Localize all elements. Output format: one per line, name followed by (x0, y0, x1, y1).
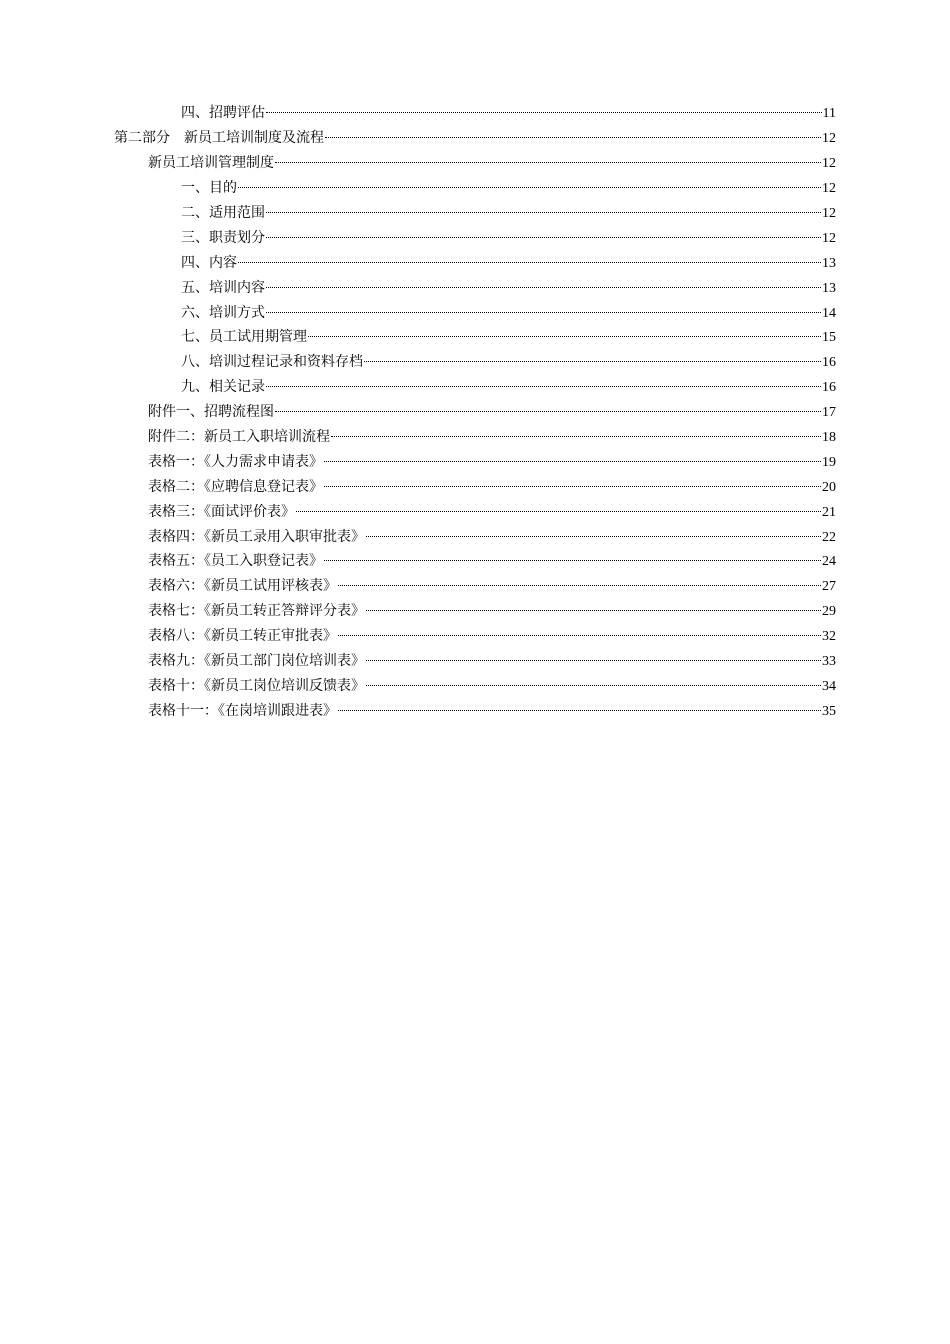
toc-dot-leader (238, 174, 821, 192)
toc-dot-leader (364, 348, 821, 366)
toc-entry[interactable] (0, 199, 950, 224)
toc-dot-leader (338, 622, 821, 640)
toc-dot-leader (238, 249, 821, 267)
toc-entry-title: 表格十：《新员工岗位培训反馈表》 (148, 677, 365, 694)
toc-page-number: 17 (822, 405, 836, 421)
toc-page-number: 21 (822, 504, 836, 520)
toc-entry[interactable] (0, 149, 950, 174)
toc-entry[interactable] (0, 323, 950, 348)
toc-entry[interactable] (0, 447, 950, 472)
toc-entry[interactable] (0, 671, 950, 696)
toc-entry-title: 新员工培训管理制度 (148, 155, 274, 172)
toc-entry[interactable] (0, 174, 950, 199)
toc-page-number: 12 (822, 131, 836, 147)
toc-dot-leader (296, 498, 821, 516)
toc-dot-leader (325, 124, 821, 142)
toc-entry[interactable] (0, 522, 950, 547)
toc-dot-leader (324, 547, 821, 565)
toc-dot-leader (275, 398, 821, 416)
toc-page-number: 14 (822, 305, 836, 321)
toc-entry[interactable] (0, 99, 950, 124)
toc-entry[interactable] (0, 223, 950, 248)
toc-page-number: 16 (822, 355, 836, 371)
toc-entry-title: 附件一、招聘流程图 (148, 404, 274, 421)
toc-page-number: 34 (822, 678, 836, 694)
toc-page-number: 32 (822, 629, 836, 645)
toc-entry-title: 表格三：《面试评价表》 (148, 503, 295, 520)
toc-entry[interactable] (0, 497, 950, 522)
toc-entry-title: 表格七：《新员工转正答辩评分表》 (148, 603, 365, 620)
toc-page-number: 35 (822, 703, 836, 719)
toc-entry-title: 四、内容 (181, 254, 237, 271)
toc-dot-leader (324, 448, 821, 466)
toc-dot-leader (266, 199, 821, 217)
toc-entry-title: 表格一：《人力需求申请表》 (148, 453, 323, 470)
toc-entry[interactable] (0, 696, 950, 721)
toc-entry[interactable] (0, 622, 950, 647)
toc-entry[interactable] (0, 597, 950, 622)
toc-page-number: 13 (822, 280, 836, 296)
table-of-contents (0, 99, 950, 721)
toc-entry-title: 表格九：《新员工部门岗位培训表》 (148, 653, 365, 670)
toc-entry-title: 三、职责划分 (181, 229, 265, 246)
toc-entry-title: 表格四：《新员工录用入职审批表》 (148, 528, 365, 545)
toc-entry-title: 八、培训过程记录和资料存档 (181, 354, 363, 371)
toc-entry[interactable] (0, 248, 950, 273)
toc-dot-leader (324, 473, 821, 491)
toc-entry[interactable] (0, 124, 950, 149)
toc-entry-title: 六、培训方式 (181, 304, 265, 321)
toc-entry-title: 第二部分 新员工培训制度及流程 (114, 130, 324, 147)
toc-dot-leader (266, 299, 821, 317)
toc-entry-title: 表格八：《新员工转正审批表》 (148, 628, 337, 645)
toc-entry-title: 表格二：《应聘信息登记表》 (148, 478, 323, 495)
toc-entry-title: 附件二：新员工入职培训流程 (148, 429, 330, 446)
toc-entry[interactable] (0, 273, 950, 298)
toc-page-number: 12 (822, 181, 836, 197)
toc-entry[interactable] (0, 472, 950, 497)
toc-entry[interactable] (0, 398, 950, 423)
toc-entry[interactable] (0, 423, 950, 448)
toc-entry-title: 九、相关记录 (181, 379, 265, 396)
toc-entry-title: 表格六：《新员工试用评核表》 (148, 578, 337, 595)
toc-entry-title: 五、培训内容 (181, 279, 265, 296)
toc-page-number: 13 (822, 255, 836, 271)
toc-entry[interactable] (0, 572, 950, 597)
toc-page-number: 18 (822, 430, 836, 446)
toc-dot-leader (366, 647, 821, 665)
toc-page-number: 12 (822, 230, 836, 246)
toc-page-number: 29 (822, 604, 836, 620)
toc-page-number: 16 (822, 380, 836, 396)
toc-dot-leader (331, 423, 821, 441)
toc-dot-leader (266, 274, 821, 292)
toc-page-number: 11 (822, 106, 836, 122)
toc-page-number: 22 (822, 529, 836, 545)
toc-dot-leader (338, 697, 821, 715)
toc-page-number: 12 (822, 156, 836, 172)
toc-entry-title: 表格五：《员工入职登记表》 (148, 553, 323, 570)
toc-entry-title: 表格十一：《在岗培训跟进表》 (148, 702, 337, 719)
toc-entry[interactable] (0, 298, 950, 323)
toc-dot-leader (366, 672, 821, 690)
toc-dot-leader (266, 224, 821, 242)
toc-dot-leader (266, 99, 822, 117)
toc-dot-leader (308, 323, 821, 341)
toc-dot-leader (338, 572, 821, 590)
toc-page-number: 24 (822, 554, 836, 570)
toc-entry[interactable] (0, 547, 950, 572)
toc-page-number: 33 (822, 654, 836, 670)
toc-entry-title: 一、目的 (181, 180, 237, 197)
toc-entry-title: 七、员工试用期管理 (181, 329, 307, 346)
toc-page-number: 12 (822, 206, 836, 221)
toc-entry[interactable] (0, 373, 950, 398)
toc-entry-title: 二、适用范围 (181, 205, 265, 221)
toc-page-number: 27 (822, 579, 836, 595)
toc-page-number: 20 (822, 479, 836, 495)
toc-page-number: 19 (822, 454, 836, 470)
toc-dot-leader (366, 597, 821, 615)
toc-dot-leader (275, 149, 821, 167)
toc-entry-title: 四、招聘评估 (181, 105, 265, 122)
toc-entry[interactable] (0, 647, 950, 672)
toc-entry[interactable] (0, 348, 950, 373)
toc-page-number: 15 (822, 330, 836, 346)
toc-dot-leader (366, 523, 821, 541)
toc-dot-leader (266, 373, 821, 391)
